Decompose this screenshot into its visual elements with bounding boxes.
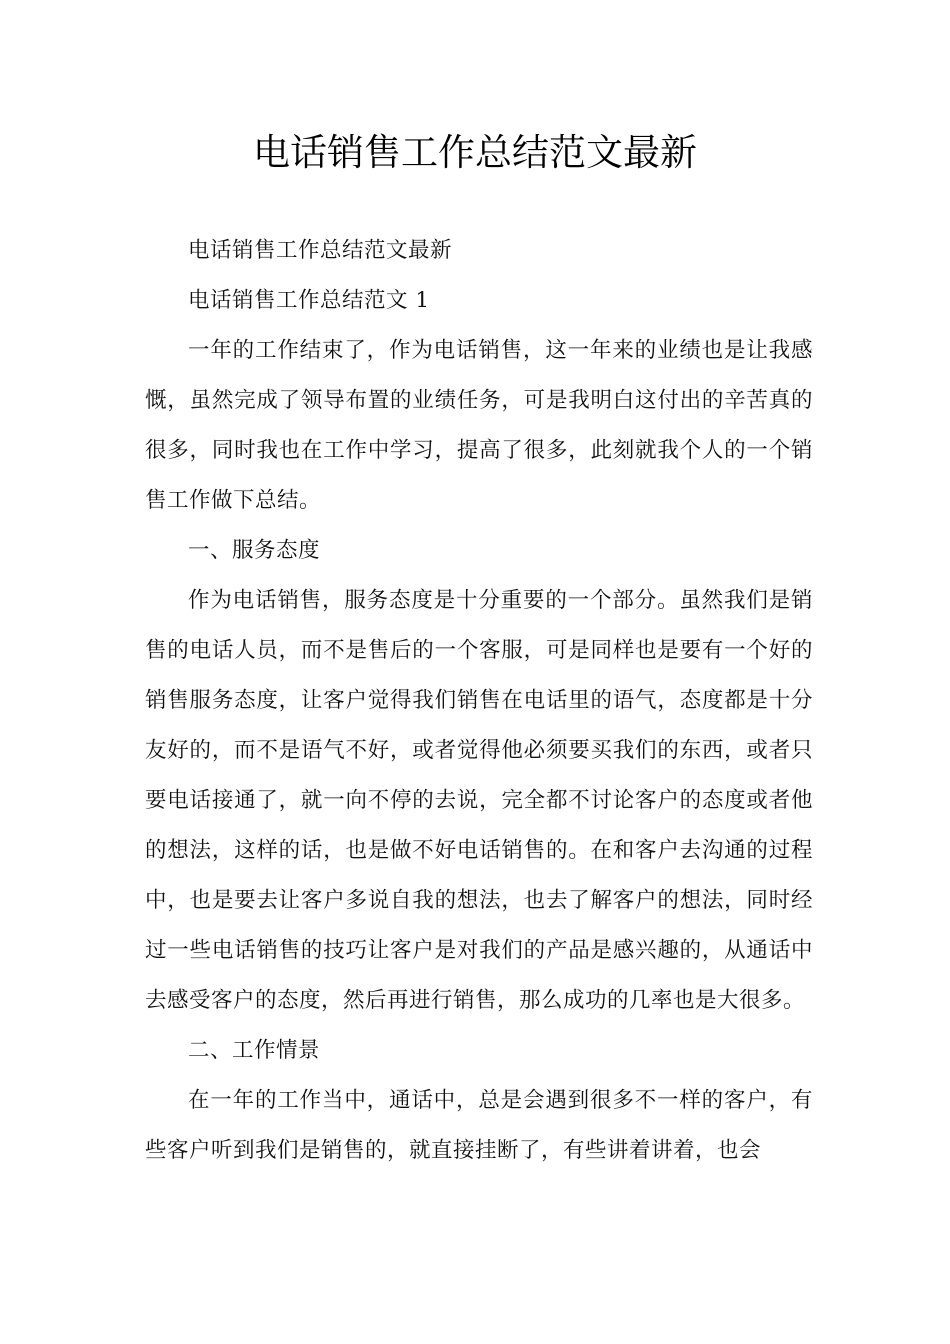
paragraph-work-situation: 在一年的工作当中，通话中，总是会遇到很多不一样的客户，有些客户听到我们是销售的，就直接挂断了，有些讲着讲着，也会: [145, 1088, 813, 1163]
paragraph-section-heading: 电话销售工作总结范文 1: [188, 288, 430, 313]
paragraph-subtitle: 电话销售工作总结范文最新: [188, 238, 453, 263]
heading-service-attitude: 一、服务态度: [188, 538, 321, 563]
paragraph-intro: 一年的工作结束了，作为电话销售，这一年来的业绩也是让我感慨，虽然完成了领导布置的业绩任务，可是我明白这付出的辛苦真的很多，同时我也在工作中学习，提高了很多，此刻就我个人的一个销售工作做下总结。: [145, 338, 813, 513]
document-title: 电话销售工作总结范文最新: [253, 131, 697, 174]
paragraph-service-attitude: 作为电话销售，服务态度是十分重要的一个部分。虽然我们是销售的电话人员，而不是售后的一个客服，可是同样也是要有一个好的销售服务态度，让客户觉得我们销售在电话里的语气，态度都是十分友好的，而不是语气不好，或者觉得他必须要买我们的东西，或者只要电话接通了，就一向不停的去说，完全都不讨论客户的态度或者他的想法，这样的话，也是做不好电话销售的。在和客户去沟通的过程中，也是要去让客户多说自我的想法，也去了解客户的想法，同时经过一些电话销售的技巧让客户是对我们的产品是感兴趣的，从通话中去感受客户的态度，然后再进行销售，那么成功的几率也是大很多。: [145, 588, 813, 1013]
heading-work-situation: 二、工作情景: [188, 1038, 321, 1063]
document-body: [145, 226, 813, 1176]
